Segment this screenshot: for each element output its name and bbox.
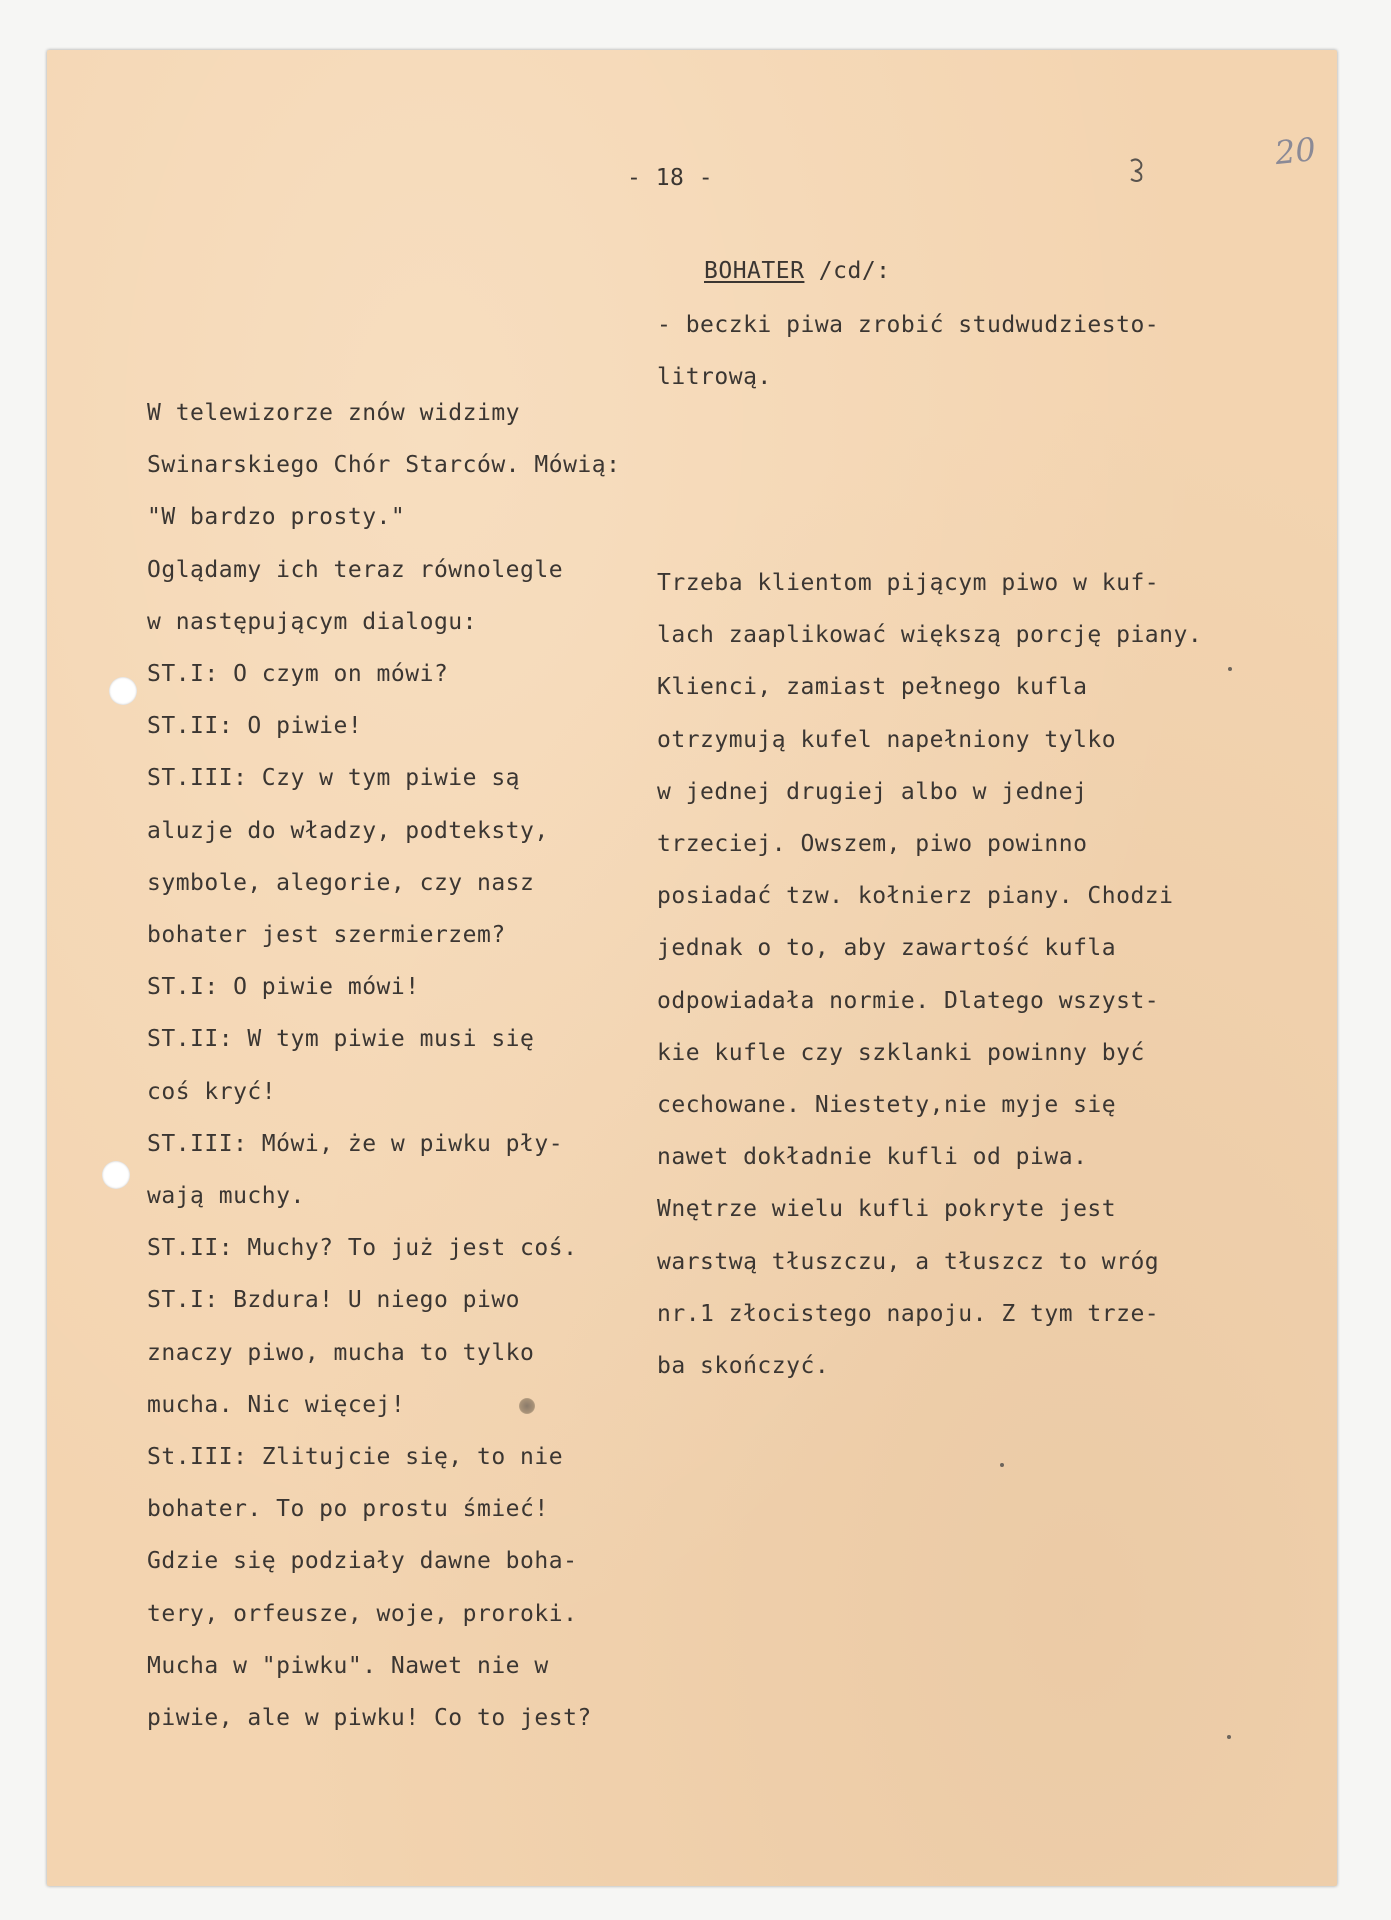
text-line: kie kufle czy szklanki powinny być [657,1039,1145,1066]
dialogue-line: Gdzie się podziały dawne boha- [147,1548,578,1575]
page-number: - 18 - [627,165,714,191]
typewritten-sheet [47,50,1337,1886]
text-line: litrową. [657,364,772,390]
dialogue-line: "W bardzo prosty." [147,504,406,531]
section-heading [704,258,891,284]
heading-suffix: /cd/: [804,258,891,284]
dialogue-line: ST.I: O czym on mówi? [147,661,449,687]
dialogue-line: bohater jest szermierzem? [147,922,506,948]
dialogue-line: Mucha w "piwku". Nawet nie w [147,1652,549,1679]
text-line: ba skończyć. [657,1353,830,1379]
dialogue-line: bohater. To po prostu śmieć! [147,1496,549,1523]
punch-hole [102,1161,130,1189]
text-line: trzeciej. Owszem, piwo powinno [657,831,1088,857]
text-line: jednak o to, aby zawartość kufla [657,935,1117,962]
dialogue-line: tery, orfeusze, woje, proroki. [147,1600,578,1627]
dialogue-line: ST.III: Czy w tym piwie są [147,765,521,792]
dialogue-line: symbole, alegorie, czy nasz [147,869,535,896]
dialogue-line: mucha. Nic więcej! [147,1391,406,1418]
heading-name: BOHATER [704,258,805,284]
text-line: lach zaaplikować większą porcję piany. [657,622,1203,649]
dialogue-line: St.III: Zlitujcie się, to nie [147,1444,564,1470]
ink-stain [519,1398,535,1414]
text-line: w jednej drugiej albo w jednej [657,778,1088,805]
speck [1227,1735,1231,1739]
dialogue-line: ST.II: W tym piwie musi się [147,1026,535,1053]
dialogue-line: ST.II: Muchy? To już jest coś. [147,1235,578,1262]
dialogue-line: ST.I: O piwie mówi! [147,974,420,1001]
pencil-mark-icon [1125,155,1149,185]
dialogue-line: W telewizorze znów widzimy [147,400,521,426]
dialogue-line: ST.I: Bzdura! U niego piwo [147,1287,521,1314]
text-line: cechowane. Niestety,nie myje się [657,1092,1117,1118]
text-line: Trzeba klientom pijącym piwo w kuf- [657,570,1160,596]
speck [1000,1463,1004,1467]
dialogue-line: ST.III: Mówi, że w piwku pły- [147,1130,564,1157]
handwritten-folio-number: 20 [1273,129,1318,173]
text-line: Klienci, zamiast pełnego kufla [657,674,1088,701]
text-line: otrzymują kufel napełniony tylko [657,726,1117,753]
dialogue-line: w następującym dialogu: [147,608,477,635]
text-line: nawet dokładnie kufli od piwa. [657,1144,1088,1171]
dialogue-line: znaczy piwo, mucha to tylko [147,1339,535,1366]
dialogue-line: piwie, ale w piwku! Co to jest? [147,1705,592,1731]
speck [1228,667,1232,671]
dialogue-line: Swinarskiego Chór Starców. Mówią: [147,452,621,479]
text-line: - beczki piwa zrobić studwudziesto- [657,312,1160,338]
text-line: odpowiadała normie. Dlatego wszyst- [657,987,1160,1014]
text-line: posiadać tzw. kołnierz piany. Chodzi [657,883,1174,910]
text-line: warstwą tłuszczu, a tłuszcz to wróg [657,1248,1160,1275]
text-line: nr.1 złocistego napoju. Z tym trze- [657,1300,1160,1327]
text-line: Wnętrze wielu kufli pokryte jest [657,1196,1117,1223]
dialogue-line: coś kryć! [147,1078,277,1105]
dialogue-line: Oglądamy ich teraz równolegle [147,556,564,583]
dialogue-line: ST.II: O piwie! [147,713,363,740]
punch-hole [109,677,137,705]
dialogue-line: aluzje do władzy, podteksty, [147,817,549,844]
dialogue-line: wają muchy. [147,1183,305,1209]
